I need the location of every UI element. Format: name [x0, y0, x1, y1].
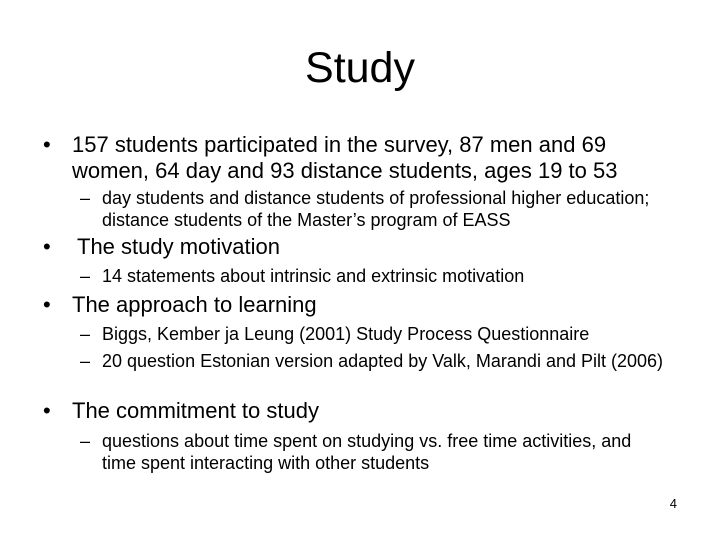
- bullet-item: [43, 398, 683, 424]
- dash-marker: –: [80, 431, 91, 451]
- bullet-marker: •: [43, 398, 51, 423]
- sub-item-text: questions about time spent on studying vs. free time activities, and time spent interacting with other students: [102, 431, 632, 473]
- dash-marker: –: [80, 351, 91, 371]
- bullet-marker: •: [43, 234, 51, 259]
- bullet-item: [43, 132, 683, 184]
- sub-item: [80, 323, 680, 345]
- slide-title: Study: [305, 44, 415, 92]
- bullet-item: [43, 292, 683, 318]
- bullet-text: The commitment to study: [72, 398, 319, 423]
- sub-item: [80, 430, 680, 474]
- sub-item-text: day students and distance students of professional higher education; distance students of the Master’s program of EASS: [102, 188, 650, 230]
- sub-item-text: Biggs, Kember ja Leung (2001) Study Process Questionnaire: [102, 324, 590, 344]
- sub-item-text: 14 statements about intrinsic and extrinsic motivation: [102, 266, 525, 286]
- dash-marker: –: [80, 266, 91, 286]
- dash-marker: –: [80, 324, 91, 344]
- sub-item: [80, 350, 680, 372]
- bullet-text: The approach to learning: [72, 292, 317, 317]
- sub-item-text: 20 question Estonian version adapted by Valk, Marandi and Pilt (2006): [102, 351, 664, 371]
- bullet-marker: •: [43, 132, 51, 157]
- bullet-text: 157 students participated in the survey, 87 men and 69 women, 64 day and 93 distance students, ages 19 to 53: [72, 132, 618, 183]
- bullet-text: The study motivation: [77, 234, 280, 259]
- dash-marker: –: [80, 188, 91, 208]
- bullet-item: [43, 234, 683, 260]
- page-number: 4: [669, 496, 677, 511]
- bullet-marker: •: [43, 292, 51, 317]
- sub-item: [80, 187, 680, 231]
- sub-item: [80, 265, 680, 287]
